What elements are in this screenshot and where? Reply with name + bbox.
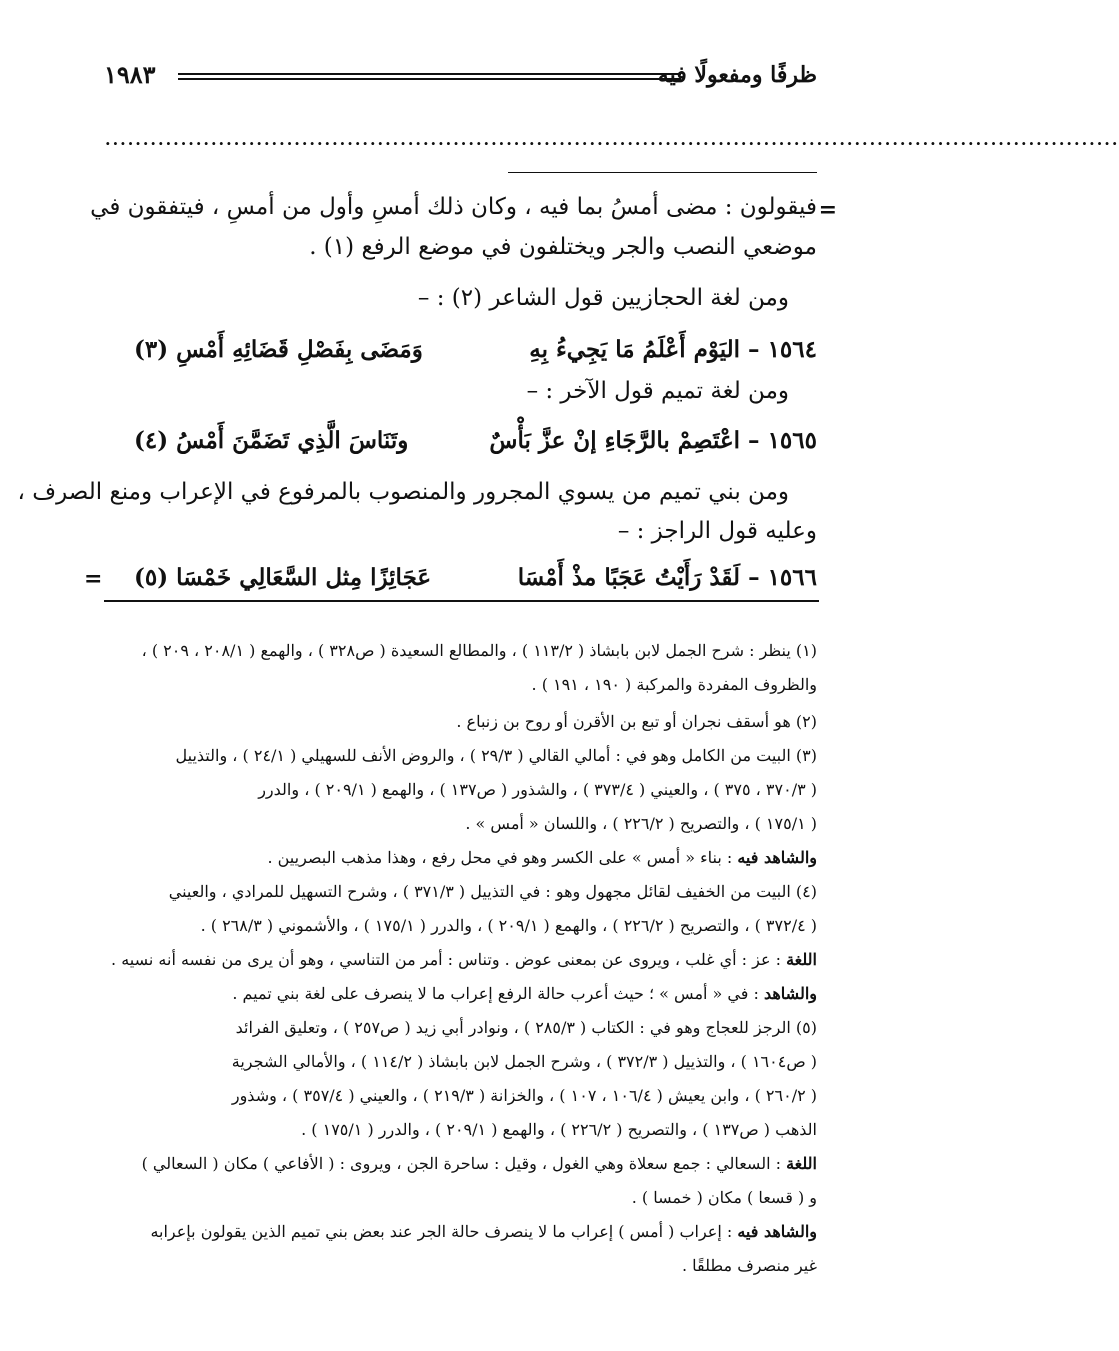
header-rule <box>178 73 681 75</box>
footnote-5-lugha <box>142 1153 817 1175</box>
verse-2-second-hemistich: وتَنَاسَ الَّذِي تَضَمَّنَ أَمْسُ (٤) <box>134 427 409 454</box>
footnote-3-line: ( ١٧٥/١ ) ، والتصريح ( ٢٢٦/٢ ) ، واللسان « أمس » . <box>465 814 817 833</box>
footnote-4-shahid <box>232 983 817 1005</box>
footnote-5-lugha-cont: و ( قسعا ) مكان ( خمسا ) . <box>631 1188 817 1207</box>
footnote-4-line: (٤) البيت من الخفيف لقائل مجهول وهو : في التذييل ( ٣٧١/٣ ) ، وشرح التسهيل للمرادي ، والعيني <box>168 882 817 901</box>
dotted-separator-underline <box>508 172 817 173</box>
footnote-separator <box>104 600 819 602</box>
verse-3-first-hemistich: ١٥٦٦ – لَقَدْ رَأَيْتُ عَجَبًا مذْ أَمْسَا <box>517 564 817 591</box>
lugha-text: : عز : أي غلب ، ويروى عن بمعنى عوض . وتناس : أمر من التناسي ، وهو أن يرى من نفسه أنه نسيه . <box>111 950 787 969</box>
verse-1-second-hemistich: وَمَضَى بِفَصْلِ قَضَائِهِ أَمْسِ (٣) <box>134 336 423 363</box>
footnote-1-line: والظروف المفردة والمركبة ( ١٩٠ ، ١٩١ ) . <box>531 675 817 694</box>
end-continuation-mark: = <box>84 566 103 592</box>
footnote-3-line: (٣) البيت من الكامل وهو في : أمالي القالي ( ٢٩/٣ ) ، والروض الأنف للسهيلي ( ٢٤/١ ) ، والتذييل <box>175 746 817 765</box>
paragraph-line: وعليه قول الراجز : – <box>617 518 817 544</box>
footnote-5-line: الذهب ( ص١٣٧ ) ، والتصريح ( ٢٢٦/٢ ) ، والهمع ( ٢٠٩/١ ) ، والدرر ( ١٧٥/١ ) . <box>301 1120 817 1139</box>
footnote-5-shahid-cont: غير منصرف مطلقًا . <box>681 1256 817 1275</box>
verse-2-first-hemistich: ١٥٦٥ – اعْتَصِمْ بالرَّجَاءِ إنْ عزَّ بَأْسٌ <box>489 427 817 454</box>
footnote-5-line: ( ٢٦٠/٢ ) ، وابن يعيش ( ١٠٦/٤ ، ١٠٧ ) ، والخزانة ( ٢١٩/٣ ) ، والعيني ( ٣٥٧/٤ ) ، وشذور <box>231 1086 817 1105</box>
paragraph-line: ومن بني تميم من يسوي المجرور والمنصوب بالمرفوع في الإعراب ومنع الصرف ، <box>17 479 789 505</box>
footnote-5-line: (٥) الرجز للعجاج وهو في : الكتاب ( ٢٨٥/٣ ) ، ونوادر أبي زيد ( ص٢٥٧ ) ، وتعليق الفرائد <box>235 1018 817 1037</box>
shahid-label: والشاهد فيه <box>737 848 817 867</box>
footnote-5-line: ( ص١٦٠٤ ) ، والتذييل ( ٣٧٢/٣ ) ، وشرح الجمل لابن بابشاذ ( ١١٤/٢ ) ، والأمالي الشجرية <box>231 1052 817 1071</box>
paragraph-line: فيقولون : مضى أمسُ بما فيه ، وكان ذلك أمسِ وأول من أمسِ ، فيتفقون في <box>90 194 817 220</box>
shahid-text: : إعراب ( أمس ) إعراب ما لا ينصرف حالة الجر عند بعض بني تميم الذين يقولون بإعرابه <box>150 1222 738 1241</box>
paragraph-line: موضعي النصب والجر ويختلفون في موضع الرفع (١) . <box>309 234 817 260</box>
shahid-label: والشاهد فيه <box>737 1222 817 1241</box>
lugha-label: اللغة <box>786 1154 817 1173</box>
footnote-3-shahid <box>267 847 817 869</box>
shahid-text: : في « أمس » ؛ حيث أعرب حالة الرفع إعراب ما لا ينصرف على لغة بني تميم . <box>232 984 764 1003</box>
verse-3-second-hemistich: عَجَائِزًا مِثل السَّعَالِي خَمْسَا (٥) <box>134 564 432 591</box>
lugha-label: اللغة <box>786 950 817 969</box>
footnote-1-line: (١) ينظر : شرح الجمل لابن بابشاذ ( ١١٣/٢ ) ، والمطالع السعيدة ( ص٣٢٨ ) ، والهمع ( ٢٠٨/١ ، ٢٠٩ ) ، <box>141 641 817 660</box>
running-header-title: ظرفًا ومفعولًا فيه <box>657 62 817 88</box>
footnote-4-lugha <box>111 949 817 971</box>
footnote-2: (٢) هو أسقف نجران أو تبع بن الأقرن أو روح بن زنباع . <box>456 712 817 731</box>
continuation-mark: = <box>818 197 837 223</box>
shahid-text: : بناء « أمس » على الكسر وهو في محل رفع ، وهذا مذهب البصريين . <box>267 848 738 867</box>
footnote-4-line: ( ٣٧٢/٤ ) ، والتصريح ( ٢٢٦/٢ ) ، والهمع ( ٢٠٩/١ ) ، والدرر ( ١٧٥/١ ) ، والأشموني ( ٢٦٨/٣ ) . <box>200 916 817 935</box>
dotted-separator: ...................................................................................................................................... <box>105 130 1119 149</box>
footnote-3-line: ( ٣٧٠/٣ ، ٣٧٥ ) ، والعيني ( ٣٧٣/٤ ) ، والشذور ( ص١٣٧ ) ، والهمع ( ٢٠٩/١ ) ، والدرر <box>258 780 817 799</box>
page-number: ١٩٨٣ <box>104 60 156 89</box>
paragraph-line: ومن لغة الحجازيين قول الشاعر (٢) : – <box>417 285 789 311</box>
shahid-label: والشاهد <box>763 984 817 1003</box>
footnote-5-shahid <box>150 1221 817 1243</box>
lugha-text: : السعالي : جمع سعلاة وهي الغول ، وقيل : ساحرة الجن ، ويروى : ( الأفاعي ) مكان ( السعالي ) <box>141 1154 787 1173</box>
verse-1-first-hemistich: ١٥٦٤ – اليَوْم أَعْلَمُ مَا يَجِيءُ بِهِ <box>529 336 817 363</box>
paragraph-line: ومن لغة تميم قول الآخر : – <box>526 378 789 404</box>
header-rule-secondary <box>178 78 681 80</box>
